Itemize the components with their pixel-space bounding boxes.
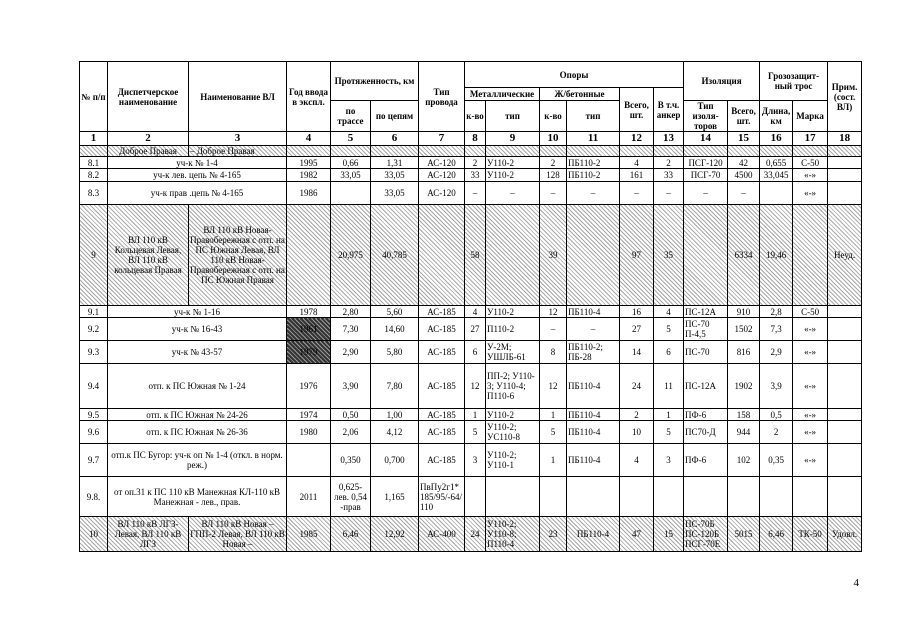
cell-ins-total: 1502	[728, 318, 760, 341]
cell-name: отп. к ПС Южная № 24-26	[108, 409, 287, 421]
header-length-route: по трассе	[331, 101, 371, 132]
cell-lightning-length: 0,655	[760, 157, 793, 169]
cell-metal-type: ПП-2; У110-3; У110-4; П110-6	[486, 364, 540, 409]
cell-year: 1976	[287, 364, 331, 409]
cell-ins-total: 6334	[728, 205, 760, 306]
cell-route: 6,46	[331, 517, 371, 552]
cell-ins-total: 158	[728, 409, 760, 421]
cell-concrete-count: 128	[540, 169, 567, 182]
column-number: 17	[793, 132, 828, 146]
cell-note	[828, 364, 862, 409]
cell-dispatch: ВЛ 110 кВ Кольцевая Левая, ВЛ 110 кВ кольцевая Правая	[108, 205, 189, 306]
cell-ins-total: 4500	[728, 169, 760, 182]
column-number: 5	[331, 132, 371, 146]
cell-name: отп. к ПС Южная № 26-36	[108, 421, 287, 444]
header-wire-type: Тип провода	[419, 62, 465, 132]
cell-total: 24	[620, 364, 654, 409]
cell-anchor: 15	[654, 517, 684, 552]
cell-wire: АС-185	[419, 306, 465, 318]
cell-brand: «-»	[793, 318, 828, 341]
header-length: Протяженность, км	[331, 62, 419, 101]
cell-brand: «-»	[793, 421, 828, 444]
header-insulation: Изоляция	[684, 62, 760, 101]
cell-metal-count: –	[465, 182, 486, 205]
header-metal-count: к-во	[465, 101, 486, 132]
column-number: 16	[760, 132, 793, 146]
cell-metal-type: У110-2; У110-8; П110-4	[486, 517, 540, 552]
cell-num: 8.2	[80, 169, 108, 182]
column-number: 9	[486, 132, 540, 146]
column-number: 13	[654, 132, 684, 146]
cell-metal-type: У-2М; УШЛБ-61	[486, 341, 540, 364]
cell-ins-total: 910	[728, 306, 760, 318]
cell-note: Удовл.	[828, 517, 862, 552]
cell-wire: АС-120	[419, 169, 465, 182]
cell-year: 1974	[287, 409, 331, 421]
cell-circuits: 4,12	[371, 421, 419, 444]
cell-total: 2	[620, 409, 654, 421]
header-lightning: Грозозащит-ный трос	[760, 62, 828, 101]
cell-lightning-length: 3,9	[760, 364, 793, 409]
cell-ins-total: –	[728, 182, 760, 205]
cell-circuits: 12,92	[371, 517, 419, 552]
cell-circuits: 1,31	[371, 157, 419, 169]
cell-brand: ТК-50	[793, 517, 828, 552]
header-concrete-type: тип	[567, 101, 620, 132]
cell-anchor: 11	[654, 364, 684, 409]
cell-name: уч-к прав .цепь № 4-165	[108, 182, 287, 205]
cell-note	[828, 318, 862, 341]
cell-route: 33,05	[331, 169, 371, 182]
cell-year: 1961	[287, 318, 331, 341]
cell-wire: ПвПу2г1*185/95/-64/110	[419, 477, 465, 517]
column-number: 4	[287, 132, 331, 146]
cell-lightning-length	[760, 182, 793, 205]
header-length-circuits: по цепям	[371, 101, 419, 132]
cell-wire: АС-120	[419, 157, 465, 169]
cell-name: уч-к № 1-16	[108, 306, 287, 318]
cell-brand: «-»	[793, 444, 828, 477]
cell-wire: АС-185	[419, 341, 465, 364]
cell-name: уч-к № 43-57	[108, 341, 287, 364]
header-year: Год ввода в экспл.	[287, 62, 331, 132]
column-number: 2	[108, 132, 189, 146]
header-ins-total: Всего, шт.	[728, 101, 760, 132]
cell-metal-count: 3	[465, 444, 486, 477]
cell-brand: «-»	[793, 182, 828, 205]
column-number: 7	[419, 132, 465, 146]
cell-total: 97	[620, 205, 654, 306]
cell-lightning-length: 19,46	[760, 205, 793, 306]
cell-total: 16	[620, 306, 654, 318]
cell-metal-count: 12	[465, 364, 486, 409]
cell-ins-type: ПФ-6	[684, 444, 728, 477]
cell-route: 0,350	[331, 444, 371, 477]
cell-year: 1978	[287, 306, 331, 318]
column-number: 15	[728, 132, 760, 146]
cell-num: 9.4	[80, 364, 108, 409]
cell-route: 3,90	[331, 364, 371, 409]
cell-route: 2,90	[331, 341, 371, 364]
column-number: 3	[189, 132, 287, 146]
cell-metal-count: 4	[465, 306, 486, 318]
cell-circuits: 33,05	[371, 182, 419, 205]
cell-anchor: 5	[654, 318, 684, 341]
cell-lightning-length: 33,045	[760, 169, 793, 182]
column-number: 18	[828, 132, 862, 146]
cell-brand: С-50	[793, 306, 828, 318]
cell-note	[828, 421, 862, 444]
cell-note	[828, 182, 862, 205]
cell-metal-count: 33	[465, 169, 486, 182]
cell-concrete-count: 39	[540, 205, 567, 306]
cell-circuits: 7,80	[371, 364, 419, 409]
cell-ins-total: 1902	[728, 364, 760, 409]
cell-concrete-type: ПБ110-4	[567, 409, 620, 421]
cell-lightning-length: 2,8	[760, 306, 793, 318]
cell-route: 20,975	[331, 205, 371, 306]
cell-total: –	[620, 182, 654, 205]
cell-ins-type: ПС-70	[684, 341, 728, 364]
column-number: 6	[371, 132, 419, 146]
column-numbers-row	[80, 132, 862, 146]
cell-route: 0,66	[331, 157, 371, 169]
cell-route	[331, 182, 371, 205]
cell-metal-type: У110-2	[486, 169, 540, 182]
cell-lightning-length: 0,5	[760, 409, 793, 421]
cell-circuits: 5,60	[371, 306, 419, 318]
cell-ins-type: ПС70-Д	[684, 421, 728, 444]
cell-anchor: 3	[654, 444, 684, 477]
cell-anchor: 6	[654, 341, 684, 364]
cell-total: 4	[620, 444, 654, 477]
cell-ins-type: –	[684, 182, 728, 205]
cell-concrete-type: –	[567, 318, 620, 341]
header-brand: Марка	[793, 101, 828, 132]
cell-anchor: –	[654, 182, 684, 205]
table-row-9-title	[80, 205, 862, 306]
cell-vl-name: ВЛ 110 кВ Новая – ГПП-2 Левая, ВЛ 110 кВ Новая –	[189, 517, 287, 552]
table-row	[80, 477, 862, 517]
cell-ins-total: 816	[728, 341, 760, 364]
cell-num: 9.8.	[80, 477, 108, 517]
table-row-8-title	[80, 146, 862, 157]
cell-wire: АС-185	[419, 318, 465, 341]
cell-anchor: 5	[654, 421, 684, 444]
cell-metal-type: П110-2	[486, 318, 540, 341]
cell-num: 9	[80, 205, 108, 306]
cell-dispatch: ВЛ 110 кВ ЛГЗ-Левая, ВЛ 110 кВ ЛГЗ	[108, 517, 189, 552]
cell-dispatch: Доброе Правая	[108, 146, 189, 157]
cell-concrete-count: 2	[540, 157, 567, 169]
cell-metal-type: У110-2; УС110-8	[486, 421, 540, 444]
cell-num: 8.3	[80, 182, 108, 205]
header-lightning-length: Длина, км	[760, 101, 793, 132]
cell-route: 0,625-лев. 0,54 -прав	[331, 477, 371, 517]
cell-lightning-length: 6,46	[760, 517, 793, 552]
cell-brand: «-»	[793, 341, 828, 364]
cell-anchor: 4	[654, 306, 684, 318]
power-lines-table	[79, 61, 862, 552]
header-total: Всего, шт.	[620, 88, 654, 132]
cell-ins-total: 5015	[728, 517, 760, 552]
cell-vl-name: – Доброе Правая	[189, 146, 287, 157]
column-number: 10	[540, 132, 567, 146]
header-vl-name: Наименование ВЛ	[189, 62, 287, 132]
cell-concrete-count: 5	[540, 421, 567, 444]
cell-lightning-length: 2,9	[760, 341, 793, 364]
cell-concrete-count: 8	[540, 341, 567, 364]
cell-metal-type: У110-2; У110-1	[486, 444, 540, 477]
cell-metal-type: У110-2	[486, 409, 540, 421]
cell-metal-count: 27	[465, 318, 486, 341]
table-row	[80, 409, 862, 421]
cell-circuits: 1,165	[371, 477, 419, 517]
cell-note	[828, 306, 862, 318]
cell-total: 47	[620, 517, 654, 552]
cell-concrete-count: 23	[540, 517, 567, 552]
cell-total: 10	[620, 421, 654, 444]
cell-name: уч-к № 1-4	[108, 157, 287, 169]
cell-year: 1985	[287, 517, 331, 552]
cell-concrete-type: ПБ110-4	[567, 364, 620, 409]
cell-circuits: 5,80	[371, 341, 419, 364]
cell-note	[828, 409, 862, 421]
cell-total: 161	[620, 169, 654, 182]
cell-concrete-type: ПБ110-2	[567, 157, 620, 169]
cell-brand: С-50	[793, 157, 828, 169]
cell-concrete-type: ПБ110-4	[567, 444, 620, 477]
cell-wire: АС-185	[419, 421, 465, 444]
cell-concrete-type: –	[567, 182, 620, 205]
cell-concrete-count: 1	[540, 444, 567, 477]
cell-ins-total: 944	[728, 421, 760, 444]
cell-note	[828, 157, 862, 169]
cell-ins-type: ПФ-6	[684, 409, 728, 421]
cell-num: 10	[80, 517, 108, 552]
cell-circuits: 40,785	[371, 205, 419, 306]
cell-ins-type: ПСГ-70	[684, 169, 728, 182]
cell-num: 9.3	[80, 341, 108, 364]
header-metal: Металлические	[465, 88, 540, 101]
cell-concrete-count: 12	[540, 306, 567, 318]
cell	[80, 146, 108, 157]
cell-anchor: 1	[654, 409, 684, 421]
cell-circuits: 0,700	[371, 444, 419, 477]
cell-num: 9.2	[80, 318, 108, 341]
cell-note	[828, 341, 862, 364]
cell-note	[828, 444, 862, 477]
cell-concrete-count: –	[540, 318, 567, 341]
cell-num: 9.7	[80, 444, 108, 477]
column-number: 11	[567, 132, 620, 146]
cell-concrete-count: 12	[540, 364, 567, 409]
cell-anchor: 33	[654, 169, 684, 182]
table-row	[80, 306, 862, 318]
table-row	[80, 318, 862, 341]
header-num: № п/п	[80, 62, 108, 132]
header-anchor: В т.ч. анкер	[654, 88, 684, 132]
table-row	[80, 182, 862, 205]
cell-concrete-type: ПБ110-4	[567, 421, 620, 444]
cell-wire: АС-185	[419, 364, 465, 409]
page-number: 4	[853, 577, 859, 589]
cell-metal-count: 2	[465, 157, 486, 169]
column-number: 1	[80, 132, 108, 146]
table-row	[80, 421, 862, 444]
cell-concrete-type: ПБ110-4	[567, 306, 620, 318]
cell-num: 9.1	[80, 306, 108, 318]
cell-year: 2011	[287, 477, 331, 517]
cell-brand: «-»	[793, 409, 828, 421]
cell-num: 8.1	[80, 157, 108, 169]
header-concrete-count: к-во	[540, 101, 567, 132]
cell-wire: АС-400	[419, 517, 465, 552]
cell-wire: АС-185	[419, 444, 465, 477]
cell-concrete-type: ПБ110-2	[567, 169, 620, 182]
cell-year: 1982	[287, 169, 331, 182]
cell-concrete-type: ПБ110-2; ПБ-28	[567, 341, 620, 364]
cell-metal-count: 6	[465, 341, 486, 364]
cell-brand: «-»	[793, 169, 828, 182]
cell-concrete-count: –	[540, 182, 567, 205]
cell-route: 7,30	[331, 318, 371, 341]
cell-metal-type: У110-2	[486, 306, 540, 318]
cell-note: Неуд.	[828, 205, 862, 306]
cell-name: уч-к № 16-43	[108, 318, 287, 341]
cell-wire: АС-185	[419, 409, 465, 421]
header-concrete: Ж/бетонные	[540, 88, 620, 101]
cell-vl-name: ВЛ 110 кВ Новая-Правобережная с отп. на ПС Южная Левая, ВЛ 110 кВ Новая-Правобережная с отп. на ПС Южная Правая	[189, 205, 287, 306]
cell-name: уч-к лев. цепь № 4-165	[108, 169, 287, 182]
cell-metal-type: У110-2	[486, 157, 540, 169]
cell-metal-type: –	[486, 182, 540, 205]
cell-concrete-count: 1	[540, 409, 567, 421]
cell-metal-count: 58	[465, 205, 486, 306]
table-row	[80, 444, 862, 477]
cell-concrete-type: ПБ110-4	[567, 517, 620, 552]
cell-route: 2,06	[331, 421, 371, 444]
table-row	[80, 169, 862, 182]
cell-ins-total: 42	[728, 157, 760, 169]
cell-ins-total: 102	[728, 444, 760, 477]
table-header	[80, 62, 862, 146]
table-row-10-title	[80, 517, 862, 552]
cell-total: 4	[620, 157, 654, 169]
table-row	[80, 341, 862, 364]
header-dispatch: Диспетчерское наименование	[108, 62, 189, 132]
cell-route: 0,50	[331, 409, 371, 421]
header-supports: Опоры	[465, 62, 684, 88]
header-ins-type: Тип изоля-торов	[684, 101, 728, 132]
cell-year: 1986	[287, 182, 331, 205]
cell-circuits: 1,00	[371, 409, 419, 421]
column-number: 12	[620, 132, 654, 146]
column-number: 14	[684, 132, 728, 146]
cell-anchor: 35	[654, 205, 684, 306]
cell-name: отп. к ПС Южная № 1-24	[108, 364, 287, 409]
cell-anchor: 2	[654, 157, 684, 169]
table-row	[80, 364, 862, 409]
cell-total: 14	[620, 341, 654, 364]
cell-year: 1979	[287, 341, 331, 364]
cell-circuits: 33,05	[371, 169, 419, 182]
cell-metal-count: 1	[465, 409, 486, 421]
cell-note	[828, 169, 862, 182]
cell-lightning-length: 2	[760, 421, 793, 444]
cell-num: 9.6	[80, 421, 108, 444]
cell-year: 1995	[287, 157, 331, 169]
cell-metal-count: 5	[465, 421, 486, 444]
cell-year	[287, 444, 331, 477]
cell-wire: АС-120	[419, 182, 465, 205]
cell-name: отп.к ПС Бугор: уч-к оп № 1-4 (откл. в норм. реж.)	[108, 444, 287, 477]
cell-route: 2,80	[331, 306, 371, 318]
cell-num: 9.5	[80, 409, 108, 421]
header-metal-type: тип	[486, 101, 540, 132]
cell-ins-type: ПСГ-120	[684, 157, 728, 169]
cell-brand: «-»	[793, 364, 828, 409]
table-row	[80, 157, 862, 169]
cell-total: 27	[620, 318, 654, 341]
column-number: 8	[465, 132, 486, 146]
cell-ins-type: ПС-12А	[684, 364, 728, 409]
header-note: Прим. (сост. ВЛ)	[828, 62, 862, 132]
cell-circuits: 14,60	[371, 318, 419, 341]
cell-ins-type: ПС-12А	[684, 306, 728, 318]
cell-lightning-length: 0,35	[760, 444, 793, 477]
cell-ins-type: ПС-70 П-4,5	[684, 318, 728, 341]
cell-ins-type: ПС-70Б ПС-120Б ПСГ-70Е	[684, 517, 728, 552]
cell-name: от оп.31 к ПС 110 кВ Манежная КЛ-110 кВ Манежная - лев., прав.	[108, 477, 287, 517]
cell-lightning-length: 7,3	[760, 318, 793, 341]
cell-metal-count: 24	[465, 517, 486, 552]
cell-year: 1980	[287, 421, 331, 444]
